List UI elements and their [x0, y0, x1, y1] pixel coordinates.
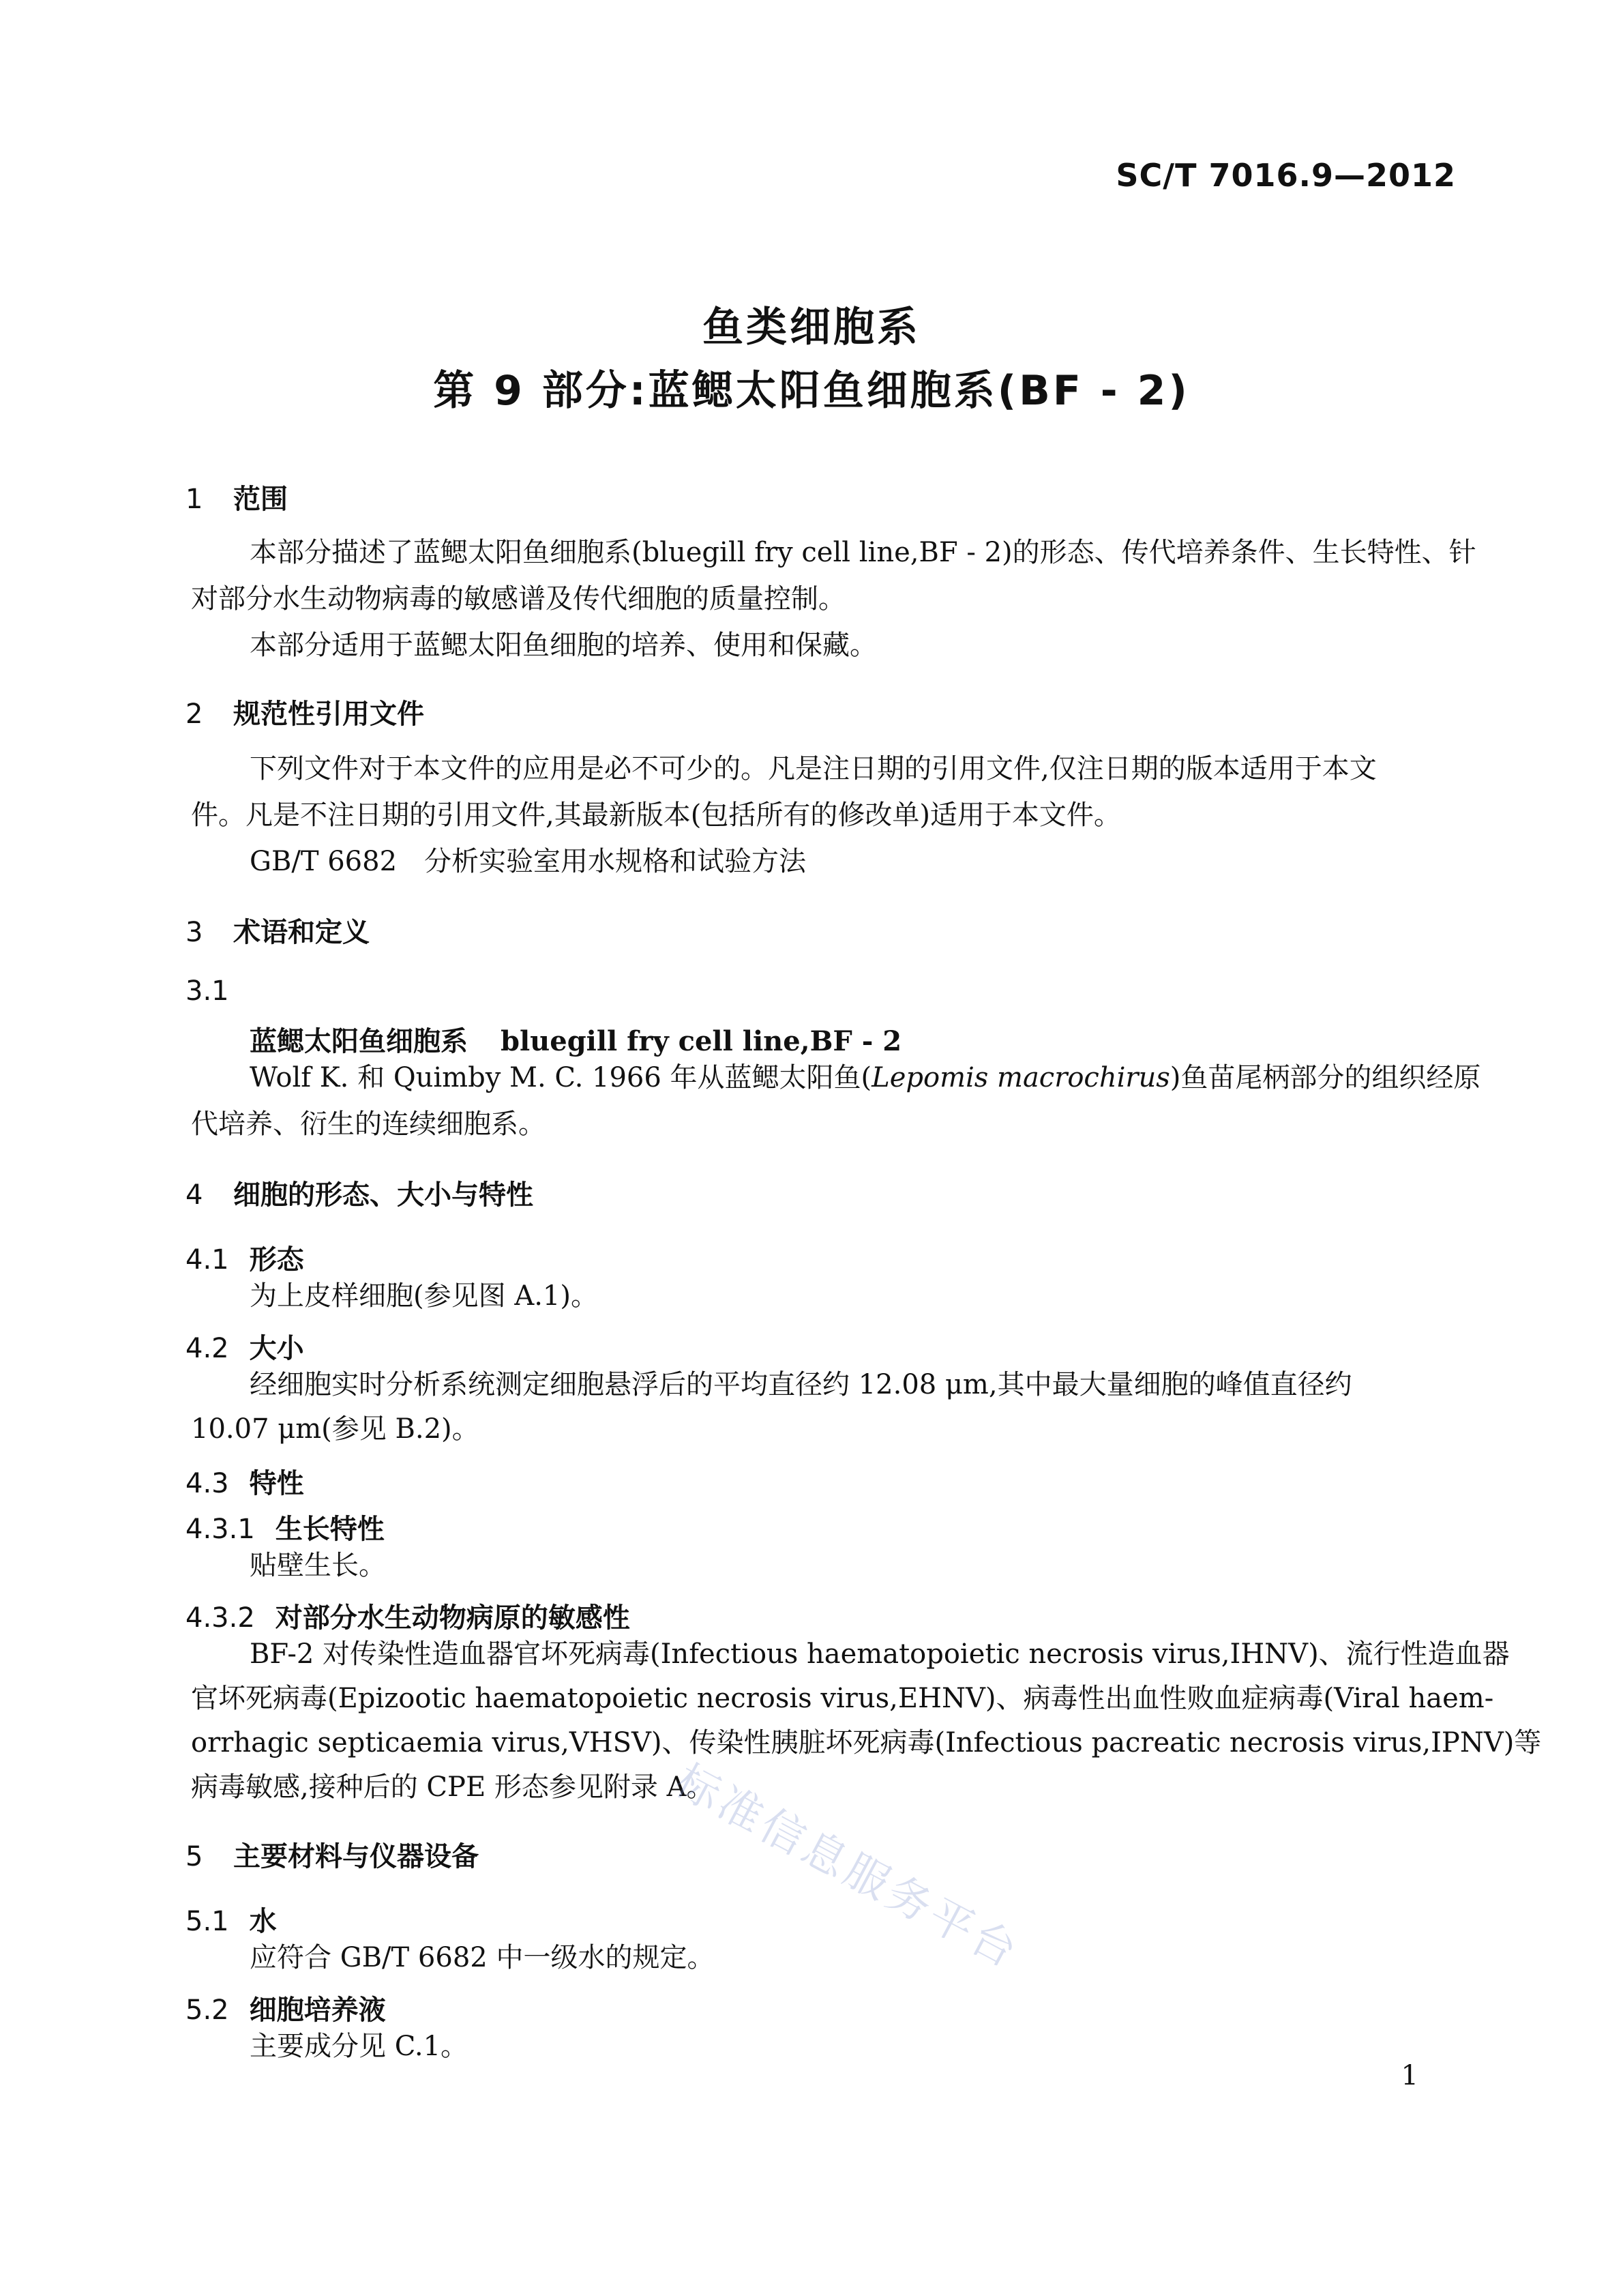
subsection-4-2-heading [185, 1327, 304, 1366]
paragraph-line: 病毒敏感,接种后的 CPE 形态参见附录 A。 [191, 1771, 714, 1803]
section-number: 3 [185, 917, 203, 948]
paragraph-line: 主要成分见 C.1。 [250, 2031, 468, 2062]
title-line-1: 鱼类细胞系 [702, 304, 921, 351]
section-title: 范围 [233, 484, 288, 515]
term-chinese: 蓝鳃太阳鱼细胞系 [250, 1026, 468, 1057]
scientific-name: Lepomis macrochirus [872, 1062, 1170, 1093]
title-line-2: 第 9 部分:蓝鳃太阳鱼细胞系(BF - 2) [433, 367, 1190, 415]
subsection-title: 水 [249, 1906, 277, 1937]
term-definition-line: 代培养、衍生的连续细胞系。 [191, 1108, 546, 1140]
section-title: 术语和定义 [233, 917, 370, 948]
paragraph-line: 应符合 GB/T 6682 中一级水的规定。 [250, 1942, 715, 1973]
subsection-title: 细胞培养液 [249, 1995, 386, 2026]
section-number: 5 [185, 1841, 203, 1872]
paragraph-line: 贴壁生长。 [250, 1550, 386, 1581]
section-title: 主要材料与仪器设备 [233, 1841, 479, 1872]
subsection-title: 对部分水生动物病原的敏感性 [275, 1602, 630, 1634]
subsection-number: 4.2 [185, 1333, 229, 1364]
paragraph-line: BF-2 对传染性造血器官坏死病毒(Infectious haematopoietic necrosis virus,IHNV)、流行性造血器 [250, 1638, 1510, 1670]
subsection-number: 4.1 [185, 1244, 229, 1276]
section-5-heading [185, 1835, 479, 1874]
subsection-number: 4.3 [185, 1468, 229, 1499]
subsection-number: 5.2 [185, 1995, 229, 2026]
subsection-3-1-number [185, 975, 250, 1007]
paragraph-line: 本部分适用于蓝鳃太阳鱼细胞的培养、使用和保藏。 [250, 630, 877, 661]
standard-code: SC/T 7016.9—2012 [1116, 157, 1456, 194]
paragraph-line: 经细胞实时分析系统测定细胞悬浮后的平均直径约 12.08 μm,其中最大量细胞的峰值直径约 [250, 1369, 1352, 1400]
subsection-4-3-1-heading [185, 1507, 385, 1546]
subsection-5-1-heading [185, 1900, 277, 1939]
section-title: 规范性引用文件 [233, 698, 424, 730]
section-number: 4 [185, 1179, 203, 1211]
paragraph-line: 官坏死病毒(Epizootic haematopoietic necrosis virus,EHNV)、病毒性出血性败血症病毒(Viral haem- [191, 1683, 1494, 1714]
paragraph-line: 对部分水生动物病毒的敏感谱及传代细胞的质量控制。 [191, 583, 846, 615]
subsection-title: 特性 [249, 1468, 304, 1499]
paragraph-line: 为上皮样细胞(参见图 A.1)。 [250, 1280, 598, 1312]
reference-title: 分析实验室用水规格和试验方法 [424, 846, 807, 877]
term-entry [250, 1020, 902, 1059]
paragraph-line: 本部分描述了蓝鳃太阳鱼细胞系(bluegill fry cell line,BF - 2)的形态、传代培养条件、生长特性、针 [250, 537, 1476, 568]
section-1-heading [185, 477, 288, 516]
paragraph-line: orrhagic septicaemia virus,VHSV)、传染性胰脏坏死病毒(Infectious pacreatic necrosis virus,IPNV)等 [191, 1727, 1542, 1758]
subsection-4-1-heading [185, 1238, 304, 1277]
term-english: bluegill fry cell line,BF - 2 [501, 1025, 902, 1057]
subsection-title: 形态 [249, 1244, 304, 1276]
watermark: 标准信息服务平台 [667, 1755, 1028, 1979]
definition-text: )鱼苗尾柄部分的组织经原 [1170, 1062, 1481, 1093]
section-number: 1 [185, 484, 203, 515]
paragraph-line: 下列文件对于本文件的应用是必不可少的。凡是注日期的引用文件,仅注日期的版本适用于本文 [250, 753, 1377, 784]
section-number: 2 [185, 698, 203, 730]
subsection-title: 生长特性 [275, 1514, 385, 1545]
definition-text: Wolf K. 和 Quimby M. C. 1966 年从蓝鳃太阳鱼( [250, 1062, 872, 1093]
section-3-heading [185, 911, 370, 950]
subsection-number: 5.1 [185, 1906, 229, 1937]
subsection-number: 3.1 [185, 975, 229, 1007]
subsection-title: 大小 [249, 1333, 304, 1364]
paragraph-line: 10.07 μm(参见 B.2)。 [191, 1413, 479, 1445]
paragraph-line: 件。凡是不注日期的引用文件,其最新版本(包括所有的修改单)适用于本文件。 [191, 799, 1121, 831]
term-definition-line [250, 1064, 1480, 1091]
subsection-4-3-2-heading [185, 1596, 630, 1635]
section-2-heading [185, 692, 424, 731]
subsection-number: 4.3.2 [185, 1602, 255, 1634]
section-title: 细胞的形态、大小与特性 [233, 1179, 533, 1211]
page-number: 1 [1401, 2060, 1418, 2091]
normative-reference [250, 848, 806, 875]
reference-code: GB/T 6682 [250, 846, 398, 877]
subsection-4-3-heading [185, 1462, 304, 1501]
subsection-number: 4.3.1 [185, 1514, 255, 1545]
subsection-5-2-heading [185, 1988, 386, 2027]
section-4-heading [185, 1173, 533, 1212]
